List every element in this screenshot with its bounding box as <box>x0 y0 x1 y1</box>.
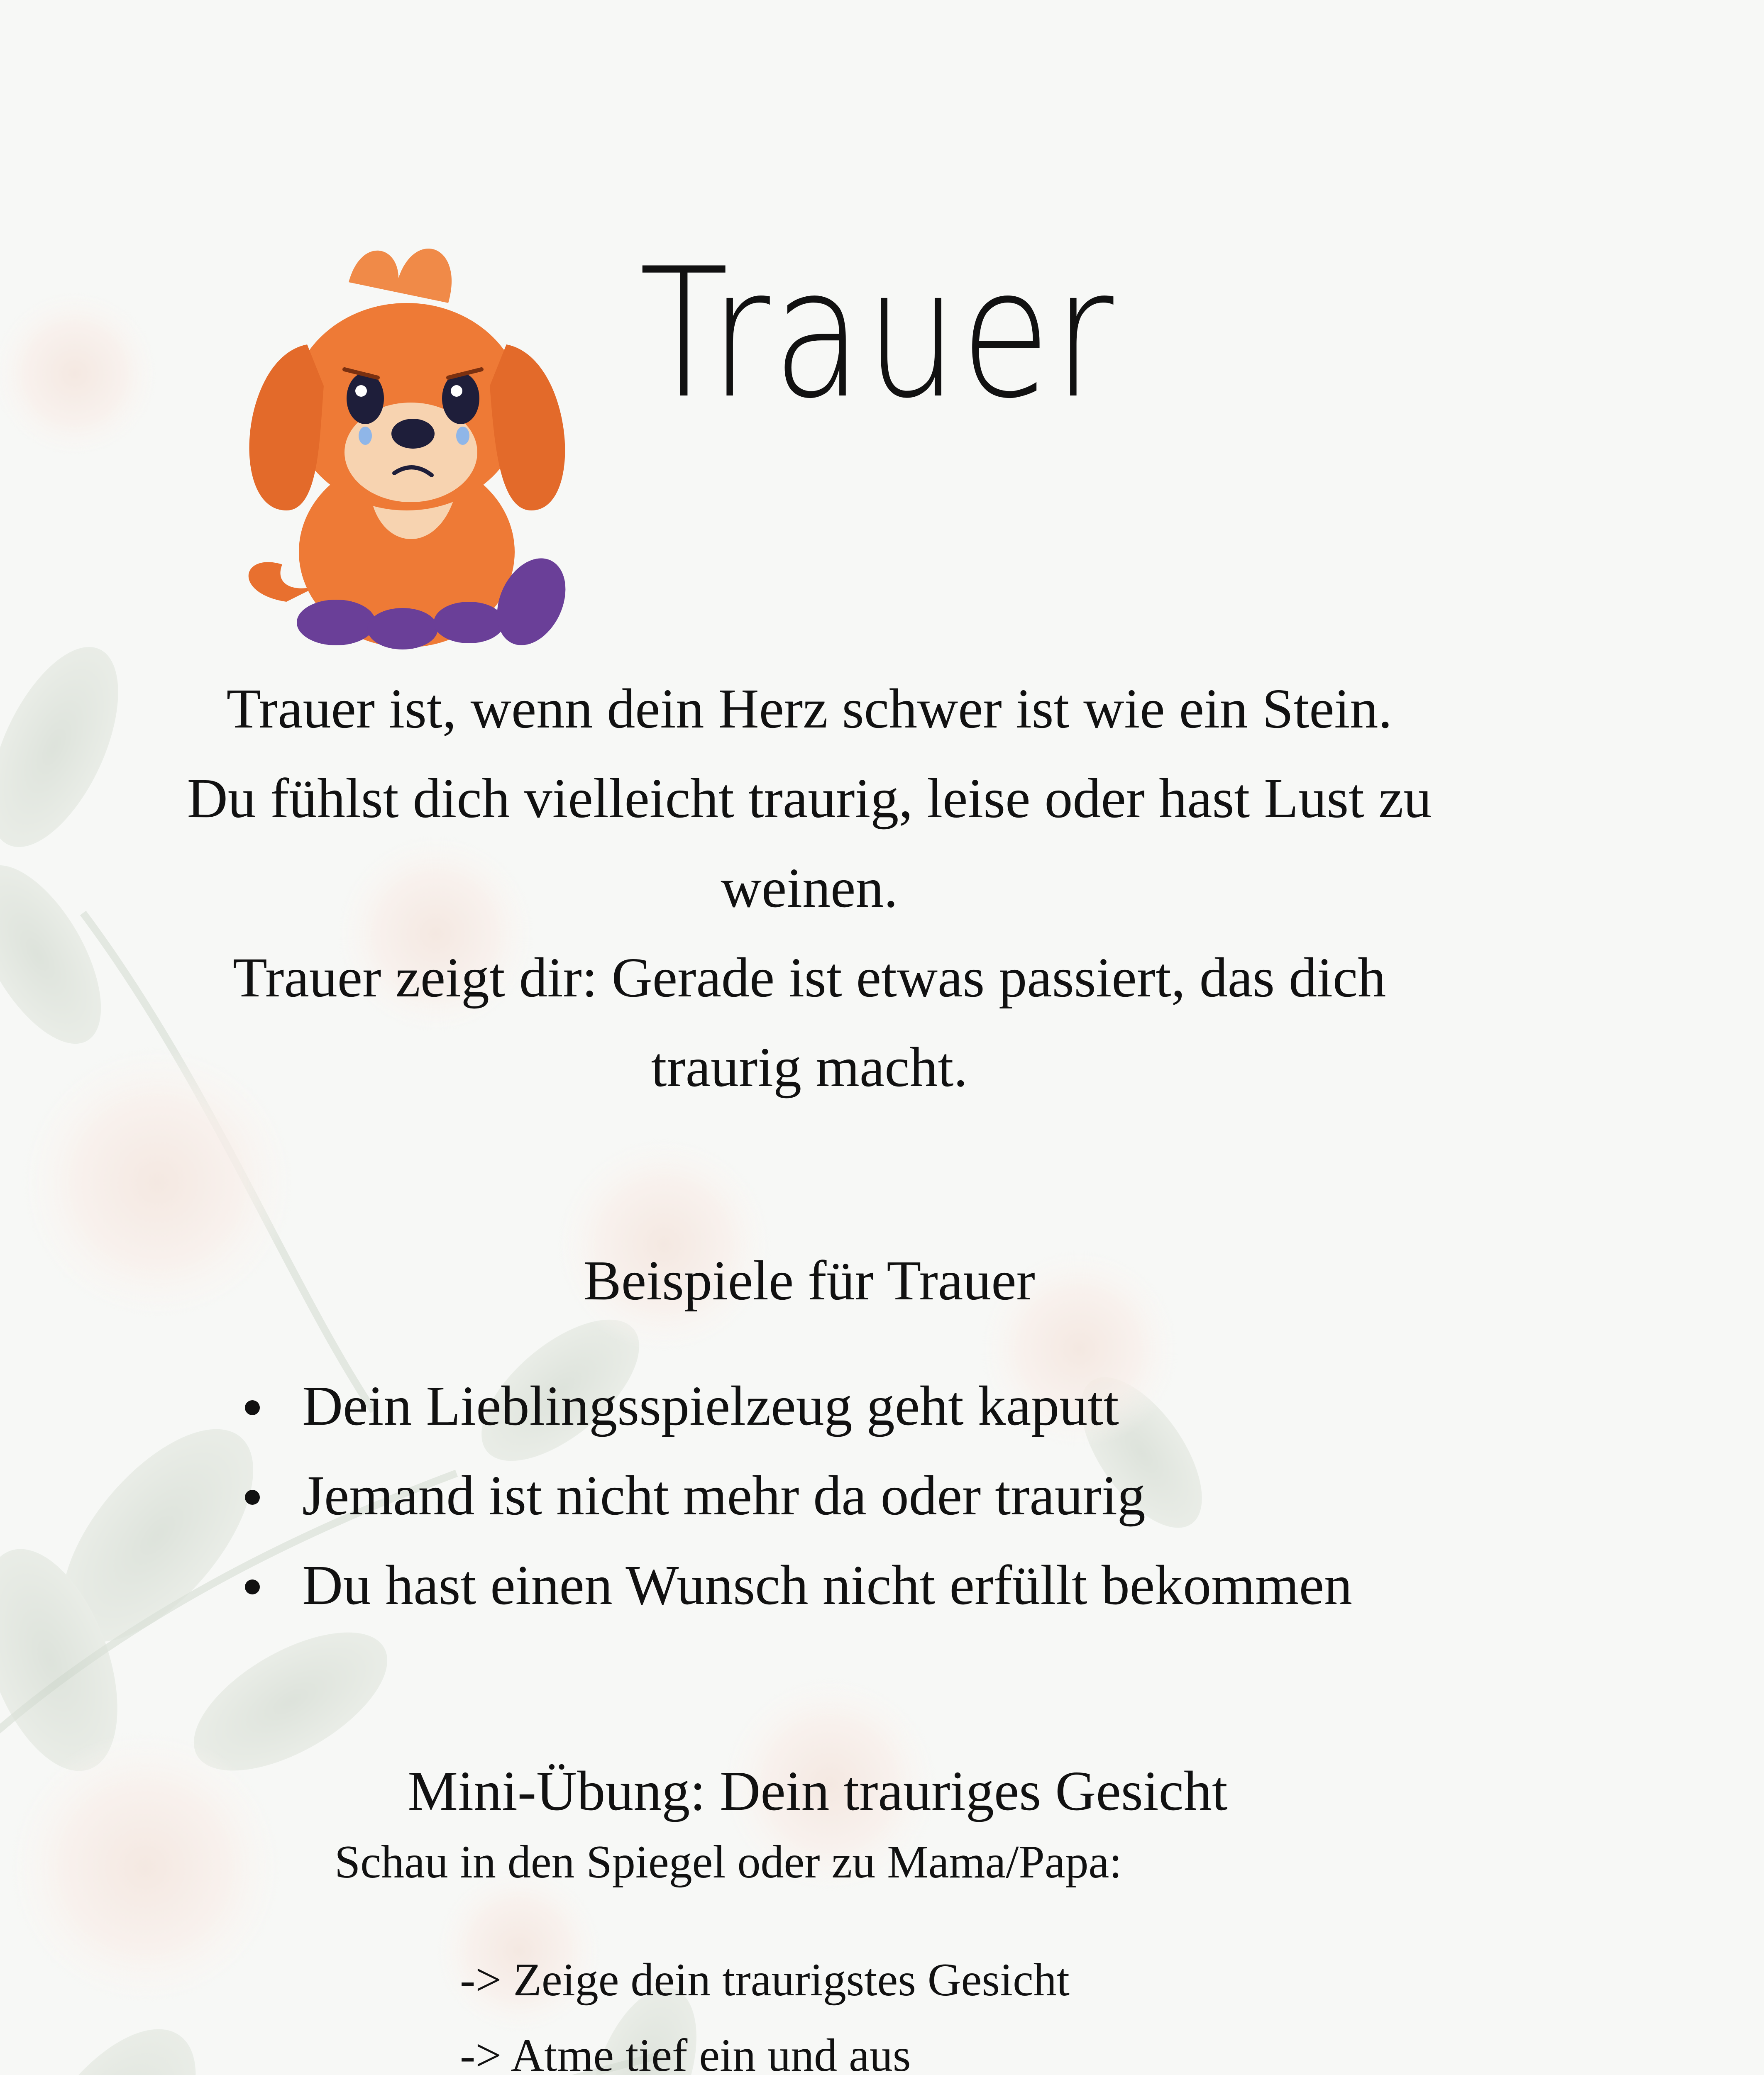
intro-paragraph: Du fühlst dich vielleicht traurig, leise oder hast Lust zu weinen. <box>187 767 1432 919</box>
examples-list <box>237 1361 1440 1630</box>
sad-puppy-illustration <box>224 220 598 660</box>
intro-paragraph: Trauer zeigt dir: Gerade ist etwas passiert, das dich traurig macht. <box>232 947 1386 1099</box>
intro-text <box>174 664 1444 1112</box>
exercise-step: -> Zeige dein traurigstes Gesicht <box>460 1954 1070 2006</box>
list-item: Dein Lieblingsspielzeug geht kaputt <box>237 1361 1440 1451</box>
exercise-instruction: Schau in den Spiegel oder zu Mama/Papa: <box>335 1836 1122 1888</box>
exercise-steps <box>460 1942 1190 2075</box>
list-item: Du hast einen Wunsch nicht erfüllt bekommen <box>237 1540 1440 1630</box>
list-item: Jemand ist nicht mehr da oder traurig <box>237 1451 1440 1540</box>
intro-paragraph: Trauer ist, wenn dein Herz schwer ist wie ein Stein. <box>226 678 1393 740</box>
exercise-step: -> Atme tief ein und aus <box>460 2030 911 2075</box>
exercise-heading: Mini-Übung: Dein trauriges Gesicht <box>408 1760 1228 1822</box>
examples-heading: Beispiele für Trauer <box>584 1250 1035 1312</box>
page-title: Trauer <box>639 230 1117 438</box>
